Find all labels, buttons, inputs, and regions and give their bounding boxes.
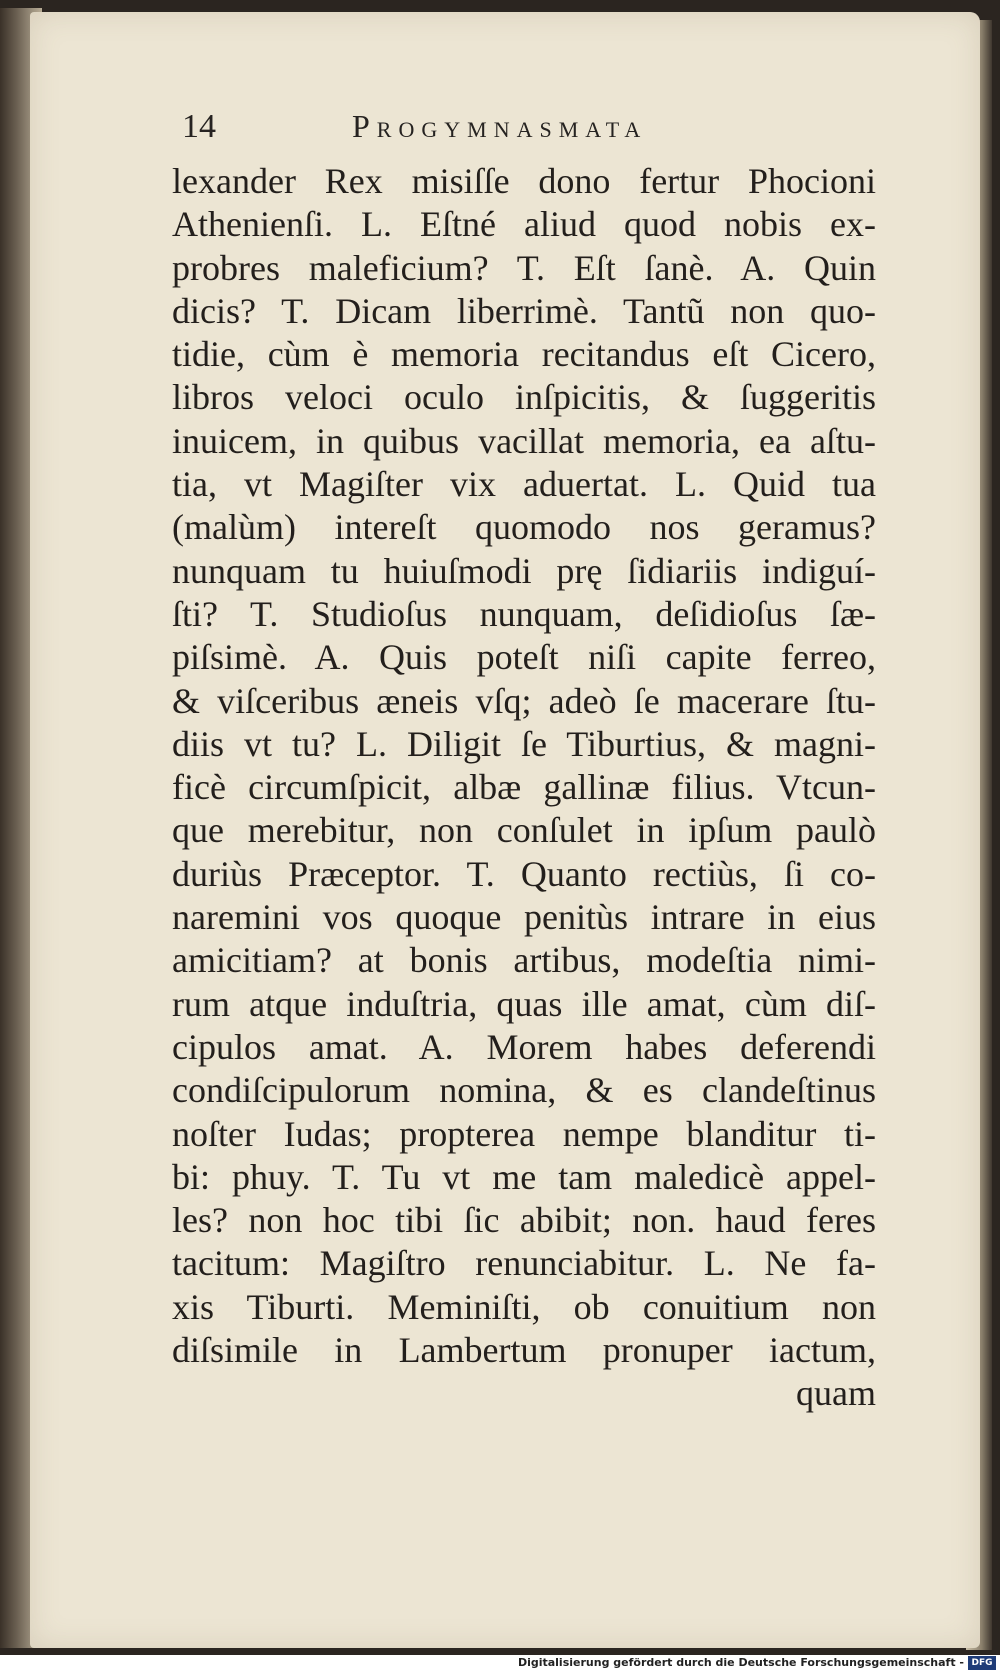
text-line: xis Tiburti. Meminiſti, ob conuitium non — [172, 1286, 876, 1327]
text-line: bi: phuy. T. Tu vt me tam maledicè appel- — [172, 1156, 876, 1197]
text-line: cipulos amat. A. Morem habes deferendi — [172, 1026, 876, 1067]
text-line: tacitum: Magiſtro renunciabitur. L. Ne fa- — [172, 1243, 876, 1284]
page-number: 14 — [182, 108, 216, 145]
text-line: duriùs Præceptor. T. Quanto rectiùs, ſi co- — [172, 853, 876, 894]
text-line: ficè circumſpicit, albæ gallinæ filius. Vtcun- — [172, 767, 876, 808]
text-line: & viſceribus æneis vſq; adeò ſe macerare ſtu- — [172, 680, 876, 721]
text-line: dicis? T. Dicam liberrimè. Tantũ non quo- — [172, 290, 876, 331]
dfg-logo: DFG — [968, 1656, 996, 1670]
running-head-title: Progymnasmata — [352, 108, 648, 144]
text-line: libros veloci oculo inſpicitis, & ſuggeritis — [172, 377, 876, 418]
digitization-credit: Digitalisierung gefördert durch die Deutsche Forschungsgemeinschaft - — [517, 1656, 964, 1669]
text-line: rum atque induſtria, quas ille amat, cùm diſ- — [172, 983, 876, 1024]
text-line: lexander Rex misiſſe dono fertur Phocioni — [172, 161, 876, 201]
text-line: amicitiam? at bonis artibus, modeſtia nimi- — [172, 940, 876, 981]
text-line: diſsimile in Lambertum pronuper iactum, — [172, 1330, 876, 1371]
text-line: condiſcipulorum nomina, & es clandeſtinus — [172, 1070, 876, 1111]
running-head — [182, 108, 762, 152]
text-line: ſti? T. Studioſus nunquam, deſidioſus ſæ- — [172, 593, 876, 634]
body-text — [172, 160, 876, 1416]
text-line: quam — [796, 1373, 876, 1414]
text-line: inuicem, in quibus vacillat memoria, ea aſtu- — [172, 420, 876, 461]
text-line: probres maleficium? T. Eſt ſanè. A. Quin — [172, 247, 876, 288]
text-line: noſter Iudas; propterea nempe blanditur ti- — [172, 1113, 876, 1154]
text-line: que merebitur, non conſulet in ipſum paulò — [172, 810, 876, 851]
text-line: les? non hoc tibi ſic abibit; non. haud feres — [172, 1200, 876, 1241]
text-line: tidie, cùm è memoria recitandus eſt Cicero, — [172, 334, 876, 375]
text-line: tia, vt Magiſter vix aduertat. L. Quid tua — [172, 464, 876, 505]
text-line: (malùm) intereſt quomodo nos geramus? — [172, 507, 876, 548]
text-line: nunquam tu huiuſmodi prę ſidiariis indiguí- — [172, 550, 876, 591]
footer-bar — [0, 1655, 1000, 1672]
text-line: Athenienſi. L. Eſtné aliud quod nobis ex- — [172, 204, 876, 245]
text-line: piſsimè. A. Quis poteſt niſi capite ferreo, — [172, 637, 876, 678]
text-line: diis vt tu? L. Diligit ſe Tiburtius, & magni- — [172, 723, 876, 764]
text-line: naremini vos quoque penitùs intrare in eius — [172, 897, 876, 938]
